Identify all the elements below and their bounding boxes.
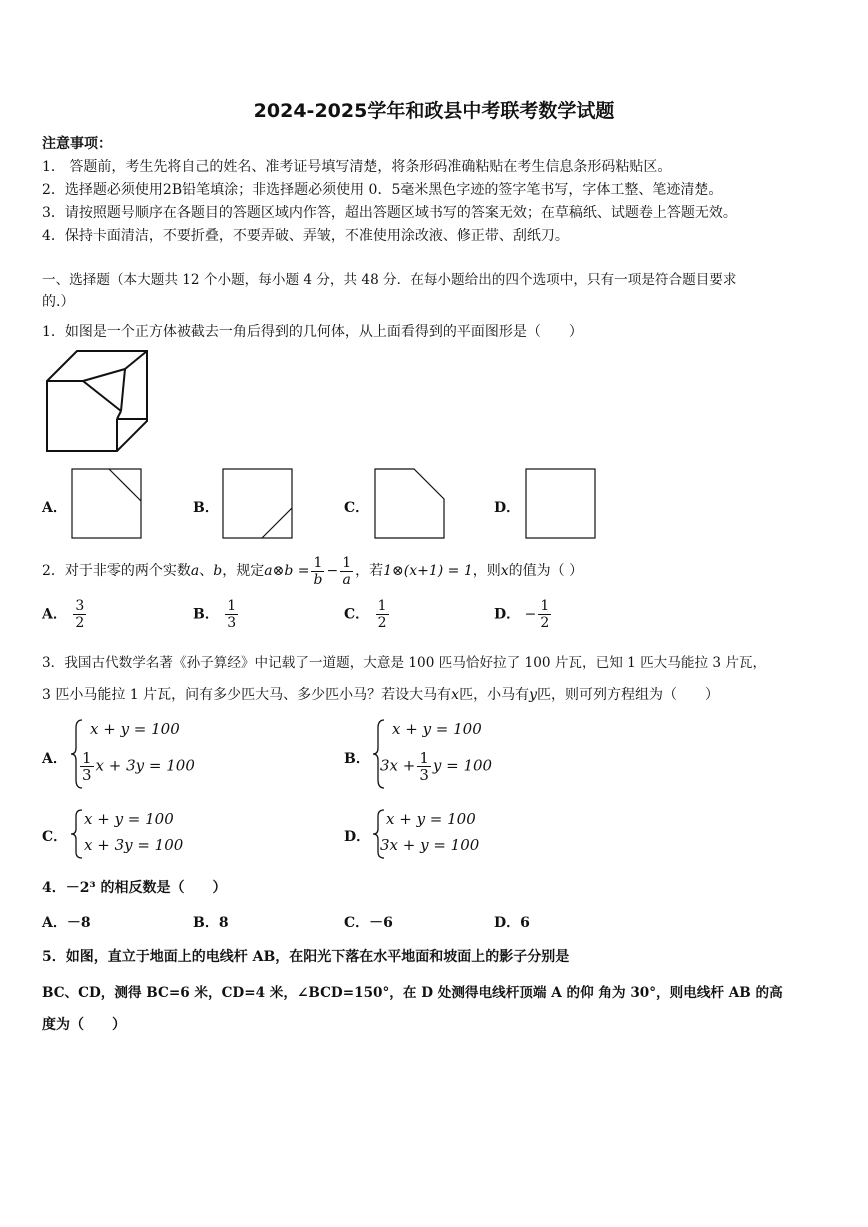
q3-option-b-label[interactable]: B．	[344, 751, 370, 767]
q4-option-a[interactable]: A．－8	[42, 915, 91, 931]
q2-sep: 、	[199, 563, 214, 579]
q2-text-4: ，则	[472, 563, 501, 579]
q2-option-d[interactable]: D． − $\frac{1}{2}$	[494, 598, 550, 631]
notice-heading: 注意事项：	[42, 136, 112, 152]
q2-condition: 1⊗(x+1) = 1	[383, 563, 473, 579]
q1-option-d-figure	[525, 468, 597, 540]
question-4-stem: 4．－2³ 的相反数是（ ）	[42, 880, 227, 896]
q2-var-b: b	[213, 563, 223, 579]
question-5-line1: 5．如图，直立于地面上的电线杆 AB，在阳光下落在水平地面和坡面上的影子分别是	[42, 949, 570, 965]
q1-option-b-figure	[222, 468, 294, 540]
q1-option-a-figure	[71, 468, 143, 540]
q3-option-c-label[interactable]: C．	[42, 829, 68, 845]
q4-option-b[interactable]: B．8	[193, 915, 229, 931]
q4-option-c[interactable]: C．－6	[344, 915, 393, 931]
question-5-line3: 度为（ ）	[42, 1017, 126, 1033]
question-3-line1: 3．我国古代数学名著《孙子算经》中记载了一道题，大意是 100 匹马恰好拉了 100 片瓦，已知 1 匹大马能拉 3 片瓦，	[42, 655, 767, 671]
q2-text-5: 的值为（ ）	[508, 563, 584, 579]
q1-option-c-figure	[374, 468, 446, 540]
q3-var-x: x	[451, 687, 460, 703]
q2-text-2: ，规定	[222, 563, 265, 579]
q2-var-x: x	[500, 563, 509, 579]
q2-minus: −	[326, 563, 339, 579]
q2-option-b[interactable]: B． $\frac{1}{3}$	[193, 598, 237, 631]
truncated-cube-figure	[45, 349, 150, 454]
q2-option-a[interactable]: A． $\frac{3}{2}$	[42, 598, 85, 631]
q2-var-a: a	[190, 563, 200, 579]
question-2-stem	[42, 553, 583, 589]
notice-item-3: 3．请按照题号顺序在各题目的答题区域内作答，超出答题区域书写的答案无效；在草稿纸、试题卷上答题无效。	[42, 205, 737, 221]
question-1-stem: 1．如图是一个正方体被截去一角后得到的几何体，从上面看得到的平面图形是（ ）	[42, 324, 583, 340]
notice-item-2: 2．选择题必须使用2B铅笔填涂；非选择题必须使用 0．5毫米黑色字迹的签字笔书写，字体工整、笔迹清楚。	[42, 182, 723, 198]
q2-fraction-2: $\frac{1}{a}$	[342, 554, 352, 588]
question-5-line2: BC、CD，测得 BC=6 米，CD=4 米，∠BCD=150°，在 D 处测得电线杆顶端 A 的仰 角为 30°，则电线杆 AB 的高	[42, 985, 783, 1001]
section-heading: 一、选择题（本大题共 12 个小题，每小题 4 分，共 48 分．在每小题给出的四个选项中，只有一项是符合题目要求	[42, 272, 737, 288]
q3-option-a-label[interactable]: A．	[42, 751, 67, 767]
q1-option-d-label[interactable]: D．	[494, 500, 521, 516]
brace-icon	[70, 808, 84, 860]
notice-item-4: 4．保持卡面清洁，不要折叠，不要弄破、弄皱，不准使用涂改液、修正带、刮纸刀。	[42, 228, 569, 244]
q3-option-d-label[interactable]: D．	[344, 829, 371, 845]
q2-text-3: ，若	[355, 563, 384, 579]
section-heading-cont: 的.）	[42, 294, 75, 310]
q2-option-c[interactable]: C． $\frac{1}{2}$	[344, 598, 387, 631]
q1-option-c-label[interactable]: C．	[344, 500, 370, 516]
q2-fraction-1: $\frac{1}{b}$	[313, 554, 323, 588]
notice-item-1: 1． 答题前，考生先将自己的姓名、准考证号填写清楚，将条形码准确粘贴在考生信息条形码粘贴区。	[42, 159, 672, 175]
q2-text: 2．对于非零的两个实数	[42, 563, 191, 579]
page-title: 2024-2025学年和政县中考联考数学试题	[253, 100, 615, 122]
q1-option-b-label[interactable]: B．	[193, 500, 219, 516]
q1-option-a-label[interactable]: A．	[42, 500, 67, 516]
q2-def-lhs: a⊗b =	[264, 563, 310, 579]
q4-option-d[interactable]: D．6	[494, 915, 530, 931]
q3-var-y: y	[529, 687, 537, 703]
question-3-line2: 3 匹小马能拉 1 片瓦，问有多少匹大马、多少匹小马？若设大马有x匹，小马有y匹，则可列方程组为（ ）	[42, 687, 719, 703]
